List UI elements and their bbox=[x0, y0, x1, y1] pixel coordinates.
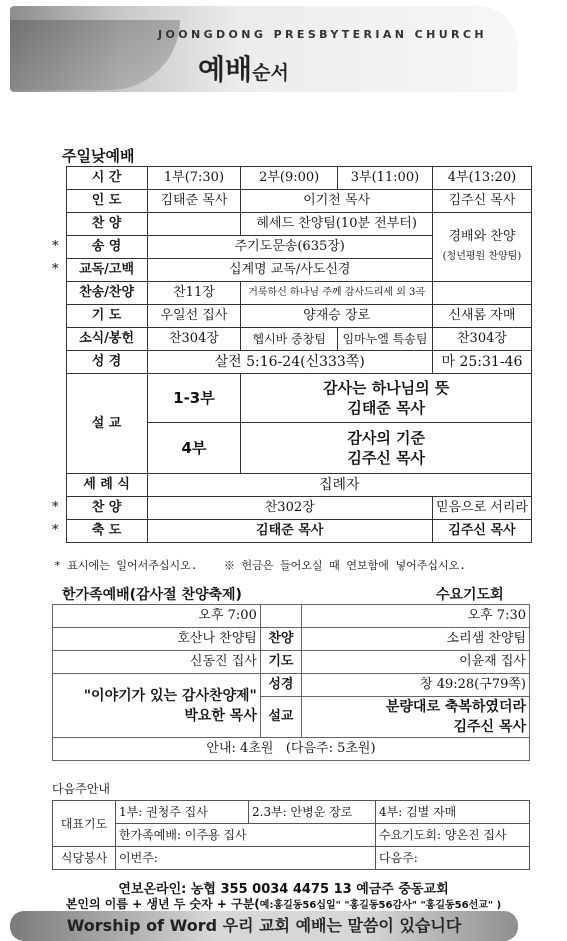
table-row: 인 도 김태준 목사 이기천 목사 김주신 목사 bbox=[52, 190, 532, 213]
sunday-title: 주일낮예배 bbox=[62, 147, 135, 165]
footer-banner: Worship of Word 우리 교회 예배는 말씀이 있습니다 bbox=[10, 911, 518, 941]
table-row: 호산나 찬양팀 찬양 소리샘 찬양팀 bbox=[53, 628, 530, 651]
next-week-title: 다음주안내 bbox=[52, 782, 110, 796]
table-row: 안내: 4초원 (다음주: 5초원) bbox=[53, 738, 530, 761]
table-row: 소식/봉헌 찬304장 헵시바 중창팀 임마누엘 특송팀 찬304장 bbox=[52, 328, 532, 351]
family-order-table bbox=[52, 604, 530, 761]
sunday-order-table bbox=[52, 166, 532, 543]
table-row: 오후 7:00 오후 7:30 bbox=[53, 605, 530, 628]
table-row: "이야기가 있는 감사찬양제" 박요한 목사 성경 창 49:28(구79쪽) bbox=[53, 674, 530, 697]
church-name: JOONGDONG PRESBYTERIAN CHURCH bbox=[158, 28, 487, 41]
table-row: 설 교 1-3부 감사는 하나님의 뜻 김태준 목사 bbox=[52, 374, 532, 423]
table-row: 세 례 식 집례자 bbox=[52, 474, 532, 497]
table-row: 식당봉사 이번주: 다음주: bbox=[53, 847, 530, 870]
table-row: 한가족예배: 이주용 집사 수요기도회: 양온진 집사 bbox=[53, 824, 530, 847]
next-week-table bbox=[52, 800, 530, 870]
table-row: 설교 분량대로 축복하였더라 김주신 목사 bbox=[53, 697, 530, 738]
table-row: * 송 영 주기도문송(635장) bbox=[52, 236, 532, 259]
table-row: * 찬 양 찬302장 믿음으로 서리라 bbox=[52, 497, 532, 520]
bank-info: 연보온라인: 농협 355 0034 4475 13 예금주 중동교회 bbox=[118, 882, 449, 897]
bank-note: 본인의 이름 + 생년 두 숫자 + 구분(예:홍길동56십일" "홍길동56감사" "홍길동56선교" ) bbox=[65, 897, 502, 911]
wednesday-title: 수요기도회 bbox=[436, 587, 504, 603]
table-row: 신동진 집사 기도 이윤재 집사 bbox=[53, 651, 530, 674]
table-row: 시 간 1부(7:30) 2부(9:00) 3부(11:00) 4부(13:20) bbox=[52, 167, 532, 190]
table-row: 찬송/찬양 찬11장 거룩하신 하나님 주께 감사드리세 외 3곡 bbox=[52, 282, 532, 305]
table-row: * 축 도 김태준 목사 김주신 목사 bbox=[52, 520, 532, 543]
family-title: 한가족예배(감사절 찬양축제) bbox=[62, 587, 242, 603]
table-row: 성 경 살전 5:16-24(신333쪽) 마 25:31-46 bbox=[52, 351, 532, 374]
page-title: 예배순서 bbox=[198, 53, 289, 86]
notes: * 표시에는 일어서주십시오. ※ 헌금은 들어오실 때 연보함에 넣어주십시오. bbox=[54, 559, 466, 572]
table-row: 찬 양 헤세드 찬양팀(10분 전부터) 경배와 찬양 (청년평원 찬양팀) bbox=[52, 213, 532, 236]
table-row: 4부 감사의 기준 김주신 목사 bbox=[52, 423, 532, 474]
table-row: 대표기도 1부: 권청주 집사 2.3부: 안병운 장로 4부: 김별 자매 bbox=[53, 801, 530, 824]
table-row: * 교독/고백 십계명 교독/사도신경 bbox=[52, 259, 532, 282]
table-row: 기 도 우일선 집사 양재승 장로 신새롬 자매 bbox=[52, 305, 532, 328]
